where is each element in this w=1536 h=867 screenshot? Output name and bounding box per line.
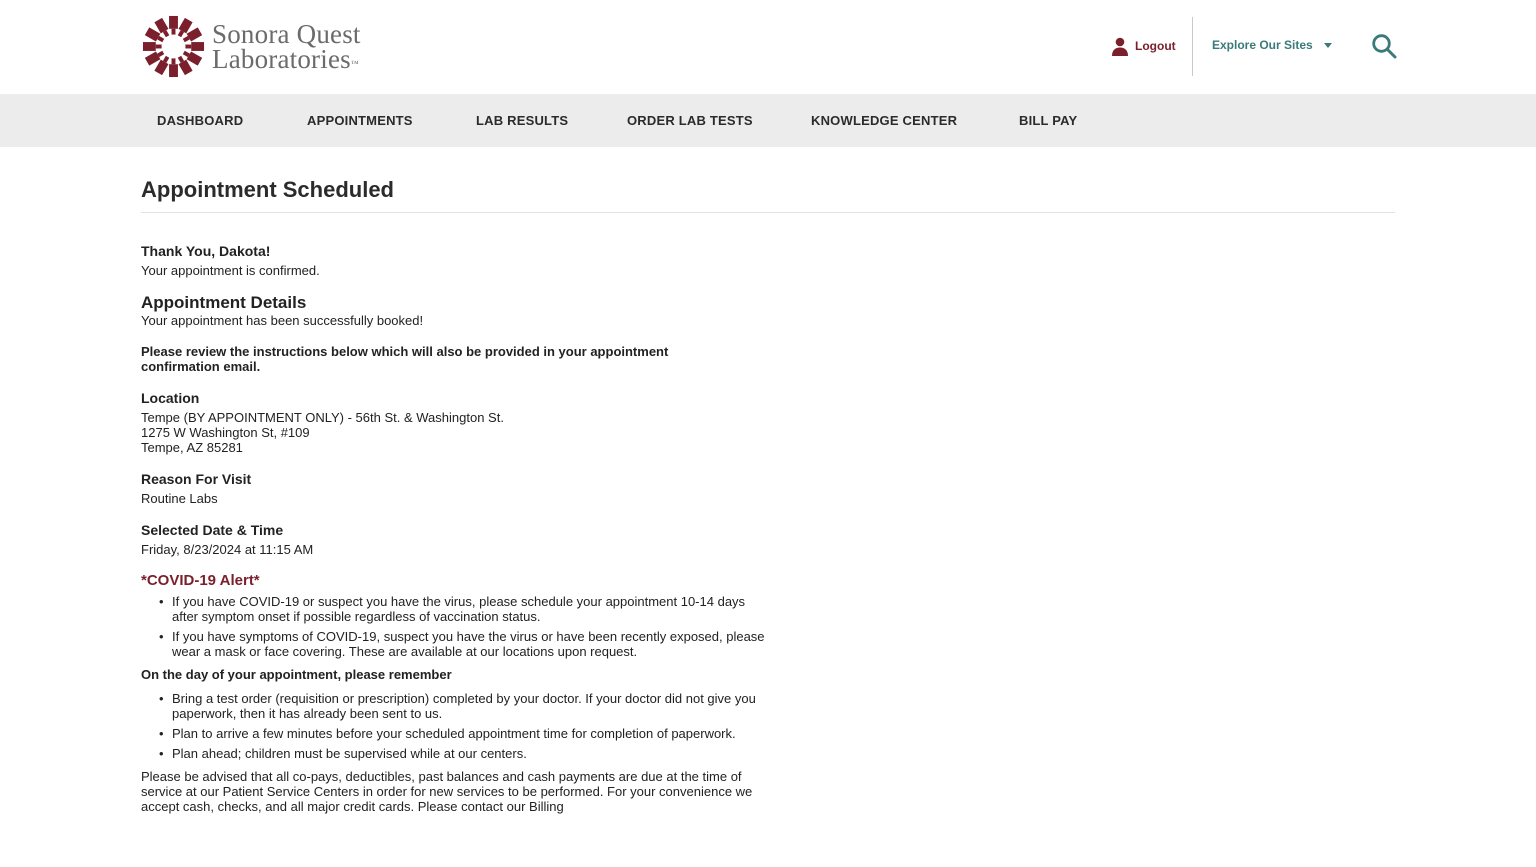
location-label: Location (141, 390, 200, 406)
logout-label: Logout (1135, 39, 1176, 53)
site-logo[interactable] (141, 14, 361, 79)
datetime-label: Selected Date & Time (141, 522, 284, 538)
logo-wordmark (212, 18, 361, 74)
page-title: Appointment Scheduled (141, 177, 394, 202)
covid-alert-heading: *COVID-19 Alert* (141, 572, 260, 589)
remember-list (141, 691, 771, 761)
nav-item-knowledge-center[interactable]: KNOWLEDGE CENTER (811, 113, 958, 128)
logout-button[interactable] (1111, 36, 1176, 56)
search-icon[interactable] (1371, 33, 1397, 59)
datetime-value: Friday, 8/23/2024 at 11:15 AM (141, 542, 314, 557)
reason-value: Routine Labs (141, 491, 218, 506)
logo-line1: Sonora Quest (212, 18, 361, 49)
main-nav (0, 94, 1536, 147)
review-instructions-note: Please review the instructions below which will also be provided in your appointment confirmation email. (141, 344, 669, 374)
title-divider (141, 212, 1395, 213)
booked-text: Your appointment has been successfully booked! (141, 313, 424, 328)
site-header (0, 0, 1536, 94)
user-icon (1111, 37, 1129, 56)
payment-advisory-text: Please be advised that all co-pays, deductibles, past balances and cash payments are due at the time of service at our Patient Service Centers in order for new services to be performed. For your convenience we accept cash, checks, and all major credit cards. Please contact our Billing (141, 769, 753, 814)
nav-item-dashboard[interactable]: DASHBOARD (157, 113, 244, 128)
logo-trademark: ™ (350, 58, 359, 68)
list-item: • Plan to arrive a few minutes before your scheduled appointment time for completion of paperwork. (159, 726, 771, 741)
list-item: • Plan ahead; children must be supervised while at our centers. (159, 746, 771, 761)
list-item: • Bring a test order (requisition or prescription) completed by your doctor. If your doctor did not give you paperwork, then it has already been sent to us. (159, 691, 771, 721)
logo-line2: Laboratories (212, 43, 351, 74)
nav-item-appointments[interactable]: APPOINTMENTS (307, 113, 413, 128)
header-divider (1192, 17, 1193, 76)
explore-sites-label: Explore Our Sites (1212, 38, 1313, 52)
nav-item-bill-pay[interactable]: BILL PAY (1019, 113, 1078, 128)
location-street: 1275 W Washington St, #109 (141, 425, 310, 440)
location-name: Tempe (BY APPOINTMENT ONLY) - 56th St. & Washington St. (141, 410, 504, 425)
starburst-logo-icon (141, 14, 206, 79)
confirmed-text: Your appointment is confirmed. (141, 263, 320, 278)
chevron-down-icon (1324, 43, 1332, 48)
explore-sites-dropdown[interactable] (1212, 38, 1332, 52)
appointment-confirmation (141, 244, 771, 814)
covid-alert-list (141, 594, 771, 659)
list-item: • If you have symptoms of COVID-19, suspect you have the virus or have been recently exposed, please wear a mask or face covering. These are available at our locations upon request. (159, 629, 771, 659)
remember-heading: On the day of your appointment, please remember (141, 667, 452, 682)
thank-you-heading: Thank You, Dakota! (141, 243, 271, 259)
nav-item-order-lab-tests[interactable]: ORDER LAB TESTS (627, 113, 753, 128)
reason-label: Reason For Visit (141, 471, 252, 487)
nav-item-lab-results[interactable]: LAB RESULTS (476, 113, 569, 128)
location-city: Tempe, AZ 85281 (141, 440, 243, 455)
appointment-details-heading: Appointment Details (141, 293, 307, 312)
list-item: • If you have COVID-19 or suspect you have the virus, please schedule your appointment 10-14 days after symptom onset if possible regardless of vaccination status. (159, 594, 771, 624)
